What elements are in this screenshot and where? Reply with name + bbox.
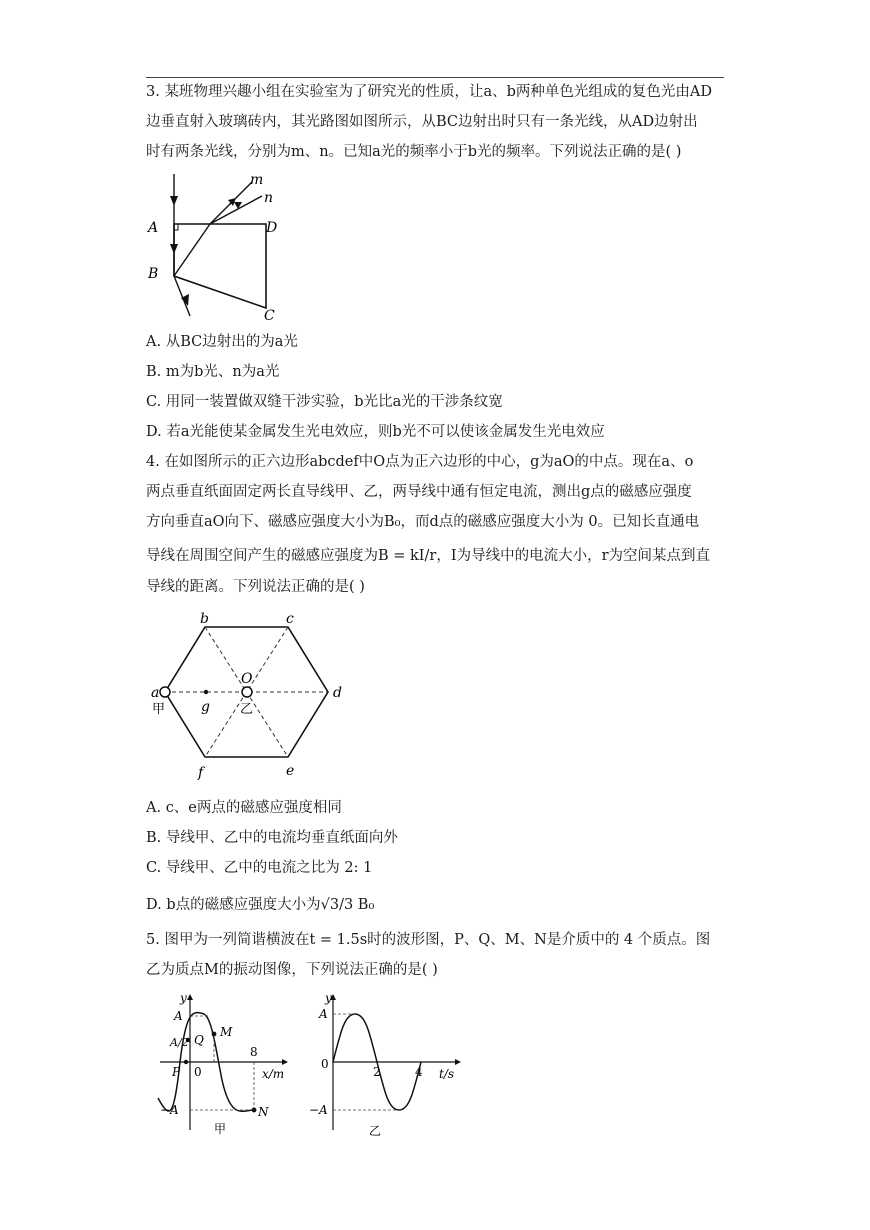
q5-stem-line-1: 5. 图甲为一列简谐横波在t = 1.5s时的波形图，P、Q、M、N是介质中的 4 个质点。图 (146, 932, 711, 948)
q5-figure-yi-vibration (305, 990, 465, 1140)
q3-figure-glass-brick (140, 170, 290, 322)
svg-text:y: y (180, 991, 187, 1005)
q3-stem-line-1: 3. 某班物理兴趣小组在实验室为了研究光的性质，让a、b两种单色光组成的复色光由AD (146, 84, 712, 100)
q3-option-d: D. 若a光能使某金属发生光电效应，则b光不可以使该金属发生光电效应 (146, 424, 605, 440)
q4-stem-line-3: 方向垂直aO向下、磁感应强度大小为B₀，而d点的磁感应强度大小为 0。已知长直通电 (146, 514, 700, 530)
svg-text:4: 4 (415, 1065, 423, 1079)
q3-option-a: A. 从BC边射出的为a光 (146, 334, 298, 350)
wire-jia (160, 687, 170, 697)
q3-option-b: B. m为b光、n为a光 (146, 364, 280, 380)
incident-ray-arrow (170, 196, 178, 206)
svg-text:N: N (258, 1105, 269, 1119)
svg-text:0: 0 (321, 1057, 329, 1071)
label-D: D (266, 220, 278, 236)
q5-stem-line-2: 乙为质点M的振动图像，下列说法正确的是( ) (146, 962, 438, 978)
svg-text:M: M (220, 1025, 233, 1039)
svg-text:2: 2 (373, 1065, 381, 1079)
svg-text:甲: 甲 (152, 702, 166, 717)
q4-option-a: A. c、e两点的磁感应强度相同 (146, 800, 342, 816)
svg-text:Q: Q (194, 1033, 204, 1047)
svg-text:y: y (325, 991, 332, 1005)
ray-n (210, 196, 262, 224)
svg-text:b: b (200, 611, 209, 627)
svg-text:乙: 乙 (369, 1124, 382, 1138)
label-B: B (148, 266, 159, 282)
svg-text:甲: 甲 (214, 1122, 227, 1136)
top-rule (146, 77, 724, 78)
svg-text:t/s: t/s (439, 1067, 455, 1081)
label-A: A (148, 220, 159, 236)
label-n: n (264, 190, 274, 206)
svg-text:0: 0 (194, 1065, 202, 1079)
svg-text:−A: −A (160, 1103, 179, 1117)
svg-text:f: f (198, 765, 204, 781)
svg-text:A/2: A/2 (170, 1036, 189, 1049)
svg-text:乙: 乙 (240, 702, 254, 717)
q4-stem-line-5: 导线的距离。下列说法正确的是( ) (146, 579, 365, 595)
wire-yi (242, 687, 252, 697)
svg-text:P: P (172, 1065, 181, 1079)
q4-figure-hexagon (140, 605, 360, 785)
svg-text:c: c (286, 611, 294, 627)
svg-text:g: g (201, 699, 210, 715)
svg-text:x/m: x/m (262, 1067, 285, 1081)
svg-text:e: e (286, 763, 295, 779)
q4-option-b: B. 导线甲、乙中的电流均垂直纸面向外 (146, 830, 398, 846)
svg-text:−A: −A (309, 1103, 328, 1117)
point-g (204, 690, 208, 694)
inside-ray-arrow (170, 244, 178, 254)
q3-stem-line-3: 时有两条光线，分别为m、n。已知a光的频率小于b光的频率。下列说法正确的是( ) (146, 144, 682, 160)
svg-text:a: a (151, 685, 160, 701)
q4-option-c: C. 导线甲、乙中的电流之比为 2: 1 (146, 860, 373, 876)
q3-stem-line-2: 边垂直射入玻璃砖内，其光路图如图所示，从BC边射出时只有一条光线，从AD边射出 (146, 114, 698, 130)
q5-figure-jia-waveform (150, 990, 290, 1138)
reflected-ray (174, 224, 210, 276)
svg-text:d: d (333, 685, 342, 701)
q3-option-c: C. 用同一装置做双缝干涉实验，b光比a光的干涉条纹宽 (146, 394, 503, 410)
svg-text:A: A (174, 1009, 183, 1023)
q4-stem-line-2: 两点垂直纸面固定两长直导线甲、乙，两导线中通有恒定电流，测出g点的磁感应强度 (146, 484, 692, 500)
q4-stem-line-1: 4. 在如图所示的正六边形abcdef中O点为正六边形的中心，g为aO的中点。现在a、o (146, 454, 694, 470)
label-m: m (250, 172, 264, 188)
q4-option-d: D. b点的磁感应强度大小为√3/3 B₀ (146, 897, 375, 913)
label-C: C (264, 308, 275, 322)
svg-text:A: A (319, 1007, 328, 1021)
svg-text:8: 8 (250, 1045, 258, 1059)
svg-text:O: O (241, 671, 253, 687)
q4-stem-line-4: 导线在周围空间产生的磁感应强度为B = kI/r，I为导线中的电流大小，r为空间某点到直 (146, 548, 711, 564)
